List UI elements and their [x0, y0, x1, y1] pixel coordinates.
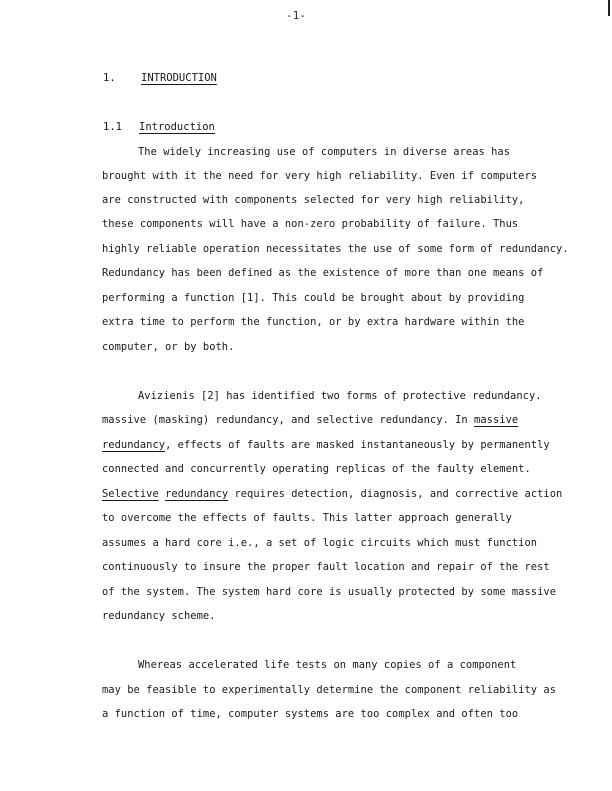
paragraph-line: are constructed with components selected for very high reliability,	[102, 194, 525, 206]
paragraph-line: computer, or by both.	[102, 341, 235, 353]
paragraph-line: Avizienis [2] has identified two forms of protective redundancy.	[138, 390, 542, 402]
paragraph-line: Redundancy has been defined as the existence of more than one means of	[102, 267, 544, 279]
underlined-term: redundancy	[165, 488, 229, 500]
paragraph-line: redundancy scheme.	[102, 610, 216, 622]
paragraph-line: these components will have a non-zero probability of failure. Thus	[102, 218, 519, 230]
paragraph-line: to overcome the effects of faults. This latter approach generally	[102, 512, 512, 524]
paragraph-line: brought with it the need for very high reliability. Even if computers	[102, 170, 538, 182]
paragraph-line	[102, 438, 550, 452]
section-heading	[103, 72, 217, 84]
paragraph-line: assumes a hard core i.e., a set of logic circuits which must function	[102, 537, 538, 549]
paragraph-line: of the system. The system hard core is usually protected by some massive	[102, 586, 557, 598]
paragraph-line: continuously to insure the proper fault location and repair of the rest	[102, 561, 550, 573]
underlined-term: redundancy	[102, 439, 166, 451]
paragraph-line	[102, 487, 562, 501]
subsection-heading	[103, 121, 215, 133]
paragraph-line: may be feasible to experimentally determine the component reliability as	[102, 684, 557, 696]
section-number: 1.	[103, 72, 116, 84]
paragraph-line: a function of time, computer systems are too complex and often too	[102, 708, 519, 720]
paragraph-line: extra time to perform the function, or by extra hardware within the	[102, 316, 525, 328]
subsection-number: 1.1	[103, 121, 122, 133]
paragraph-line: The widely increasing use of computers in diverse areas has	[138, 146, 511, 158]
underlined-term: massive	[474, 414, 519, 426]
paragraph-line: highly reliable operation necessitates the use of some form of redundancy.	[102, 243, 569, 255]
page-edge-mark	[608, 0, 610, 16]
subsection-title: Introduction	[139, 121, 215, 133]
paragraph-line	[102, 413, 518, 427]
page-number: -1-	[286, 10, 307, 22]
paragraph-line: connected and concurrently operating replicas of the faulty element.	[102, 463, 531, 475]
paragraph-line: performing a function [1]. This could be brought about by providing	[102, 292, 525, 304]
text-run: massive (masking) redundancy, and selective redundancy. In	[102, 414, 475, 426]
underlined-term: Selective	[102, 488, 159, 500]
text-run: , effects of faults are masked instantaneously by permanently	[165, 439, 550, 451]
section-title: INTRODUCTION	[141, 72, 217, 84]
text-run: requires detection, diagnosis, and corrective action	[228, 488, 563, 500]
paragraph-line: Whereas accelerated life tests on many copies of a component	[138, 659, 517, 671]
